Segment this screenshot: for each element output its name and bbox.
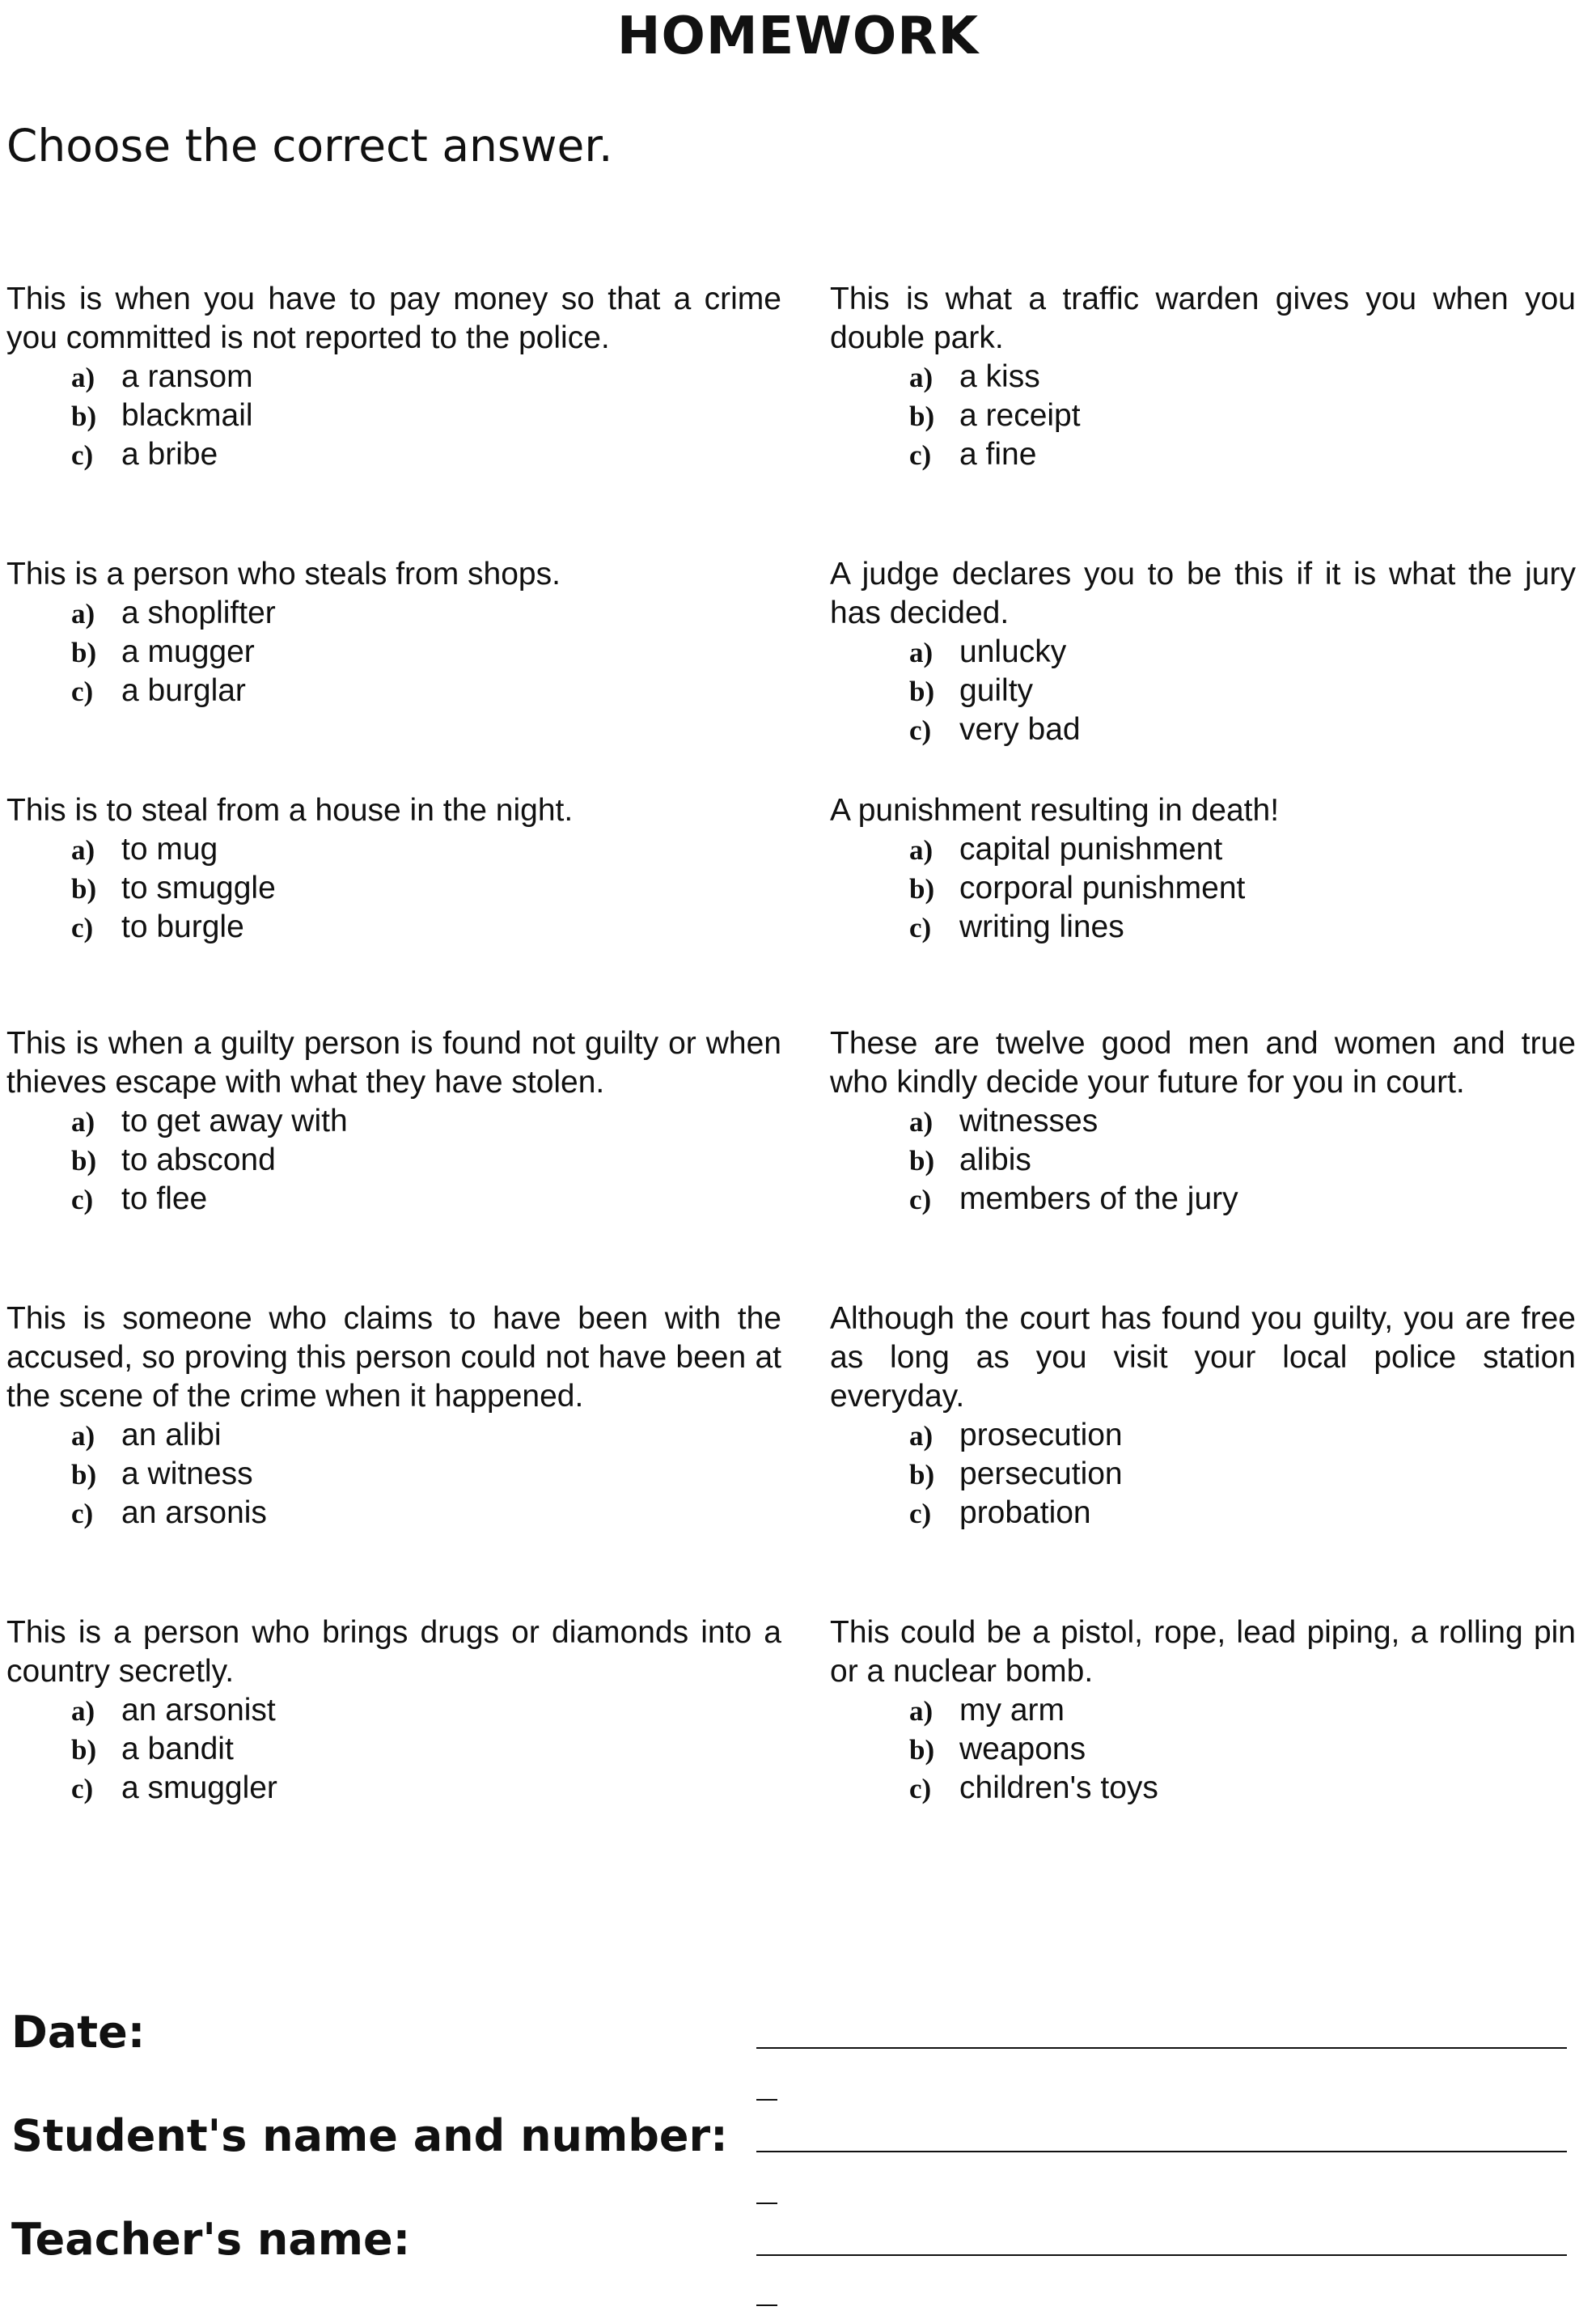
option-letter: b) <box>909 1459 935 1490</box>
option-text: capital punishment <box>959 832 1223 867</box>
option-letter: a) <box>71 598 95 630</box>
option-letter: b) <box>71 873 97 905</box>
option-text: a mugger <box>121 634 255 669</box>
option-letter: b) <box>71 1145 97 1177</box>
option-text: to mug <box>121 832 218 867</box>
option-text: unlucky <box>959 634 1067 669</box>
option-text: an arsonis <box>121 1495 267 1530</box>
answer-option-a[interactable] <box>909 1691 1576 1730</box>
option-text: a bandit <box>121 1732 234 1766</box>
answer-option-c[interactable] <box>909 1494 1576 1533</box>
option-text: blackmail <box>121 398 253 433</box>
answer-option-c[interactable] <box>71 1494 781 1533</box>
answer-option-b[interactable] <box>909 396 1576 435</box>
option-text: a burglar <box>121 673 246 708</box>
answer-option-b[interactable] <box>71 633 781 672</box>
divider <box>756 2099 777 2101</box>
option-letter: b) <box>71 401 97 432</box>
question-6 <box>830 791 1576 947</box>
answer-option-b[interactable] <box>909 869 1576 908</box>
answer-option-c[interactable] <box>909 1180 1576 1219</box>
page-title: HOMEWORK <box>616 6 980 66</box>
option-letter: a) <box>909 637 933 668</box>
option-letter: c) <box>71 912 94 943</box>
answer-option-a[interactable] <box>909 1416 1576 1455</box>
option-text: a shoplifter <box>121 596 276 630</box>
option-text: an arsonist <box>121 1693 276 1728</box>
option-letter: a) <box>71 1420 95 1452</box>
answer-option-c[interactable] <box>71 435 781 474</box>
question-prompt: Although the court has found you guilty, you are free as long as you visit your local police station everyday. <box>830 1301 1576 1414</box>
option-letter: a) <box>71 1695 95 1727</box>
answer-option-b[interactable] <box>909 1730 1576 1769</box>
option-text: children's toys <box>959 1770 1158 1805</box>
answer-option-a[interactable] <box>909 633 1576 672</box>
answer-option-a[interactable] <box>909 830 1576 869</box>
answer-option-c[interactable] <box>909 908 1576 947</box>
option-letter: a) <box>71 362 95 393</box>
option-letter: c) <box>71 1773 94 1804</box>
question-prompt: This is when a guilty person is found not guilty or when thieves escape with what they have stolen. <box>6 1026 781 1100</box>
answer-option-b[interactable] <box>71 1455 781 1494</box>
question-prompt: This is when you have to pay money so that a crime you committed is not reported to the police. <box>6 282 781 355</box>
option-letter: a) <box>909 1420 933 1452</box>
question-3 <box>6 555 781 710</box>
option-text: probation <box>959 1495 1091 1530</box>
option-text: my arm <box>959 1693 1065 1728</box>
answer-option-a[interactable] <box>71 1416 781 1455</box>
question-2 <box>830 280 1576 474</box>
date-line[interactable] <box>756 2047 1567 2049</box>
question-prompt: This is what a traffic warden gives you when you double park. <box>830 282 1576 355</box>
answer-option-b[interactable] <box>909 672 1576 710</box>
question-prompt: These are twelve good men and women and true who kindly decide your future for you in court. <box>830 1026 1576 1100</box>
instruction-text: Choose the correct answer. <box>6 120 613 172</box>
question-8 <box>830 1024 1576 1219</box>
option-letter: c) <box>909 1184 932 1215</box>
teacher-line[interactable] <box>756 2254 1567 2256</box>
option-text: a fine <box>959 437 1037 472</box>
option-letter: a) <box>71 834 95 866</box>
option-letter: b) <box>71 1459 97 1490</box>
question-9 <box>6 1300 781 1533</box>
option-text: to get away with <box>121 1104 348 1138</box>
answer-option-c[interactable] <box>909 1769 1576 1808</box>
option-text: weapons <box>959 1732 1086 1766</box>
option-letter: a) <box>909 1695 933 1727</box>
option-letter: c) <box>909 912 932 943</box>
answer-option-c[interactable] <box>71 672 781 710</box>
option-letter: b) <box>71 1734 97 1766</box>
option-letter: a) <box>909 1106 933 1138</box>
option-letter: c) <box>71 439 94 471</box>
answer-option-b[interactable] <box>909 1455 1576 1494</box>
answer-option-b[interactable] <box>909 1141 1576 1180</box>
option-text: prosecution <box>959 1418 1123 1452</box>
answer-option-a[interactable] <box>909 358 1576 396</box>
option-letter: b) <box>909 401 935 432</box>
option-text: a receipt <box>959 398 1081 433</box>
option-text: to abscond <box>121 1143 276 1177</box>
answer-option-b[interactable] <box>71 869 781 908</box>
question-prompt: This is someone who claims to have been with the accused, so proving this person could not have been at the scene of the crime when it happened. <box>6 1301 781 1414</box>
option-letter: a) <box>909 362 933 393</box>
option-text: to flee <box>121 1181 208 1216</box>
option-letter: b) <box>909 873 935 905</box>
answer-option-a[interactable] <box>71 1102 781 1141</box>
option-letter: b) <box>909 676 935 707</box>
answer-option-c[interactable] <box>71 1769 781 1808</box>
question-prompt: A punishment resulting in death! <box>830 793 1280 828</box>
answer-option-c[interactable] <box>909 710 1576 749</box>
option-text: alibis <box>959 1143 1031 1177</box>
student-line[interactable] <box>756 2151 1567 2152</box>
question-prompt: A judge declares you to be this if it is what the jury has decided. <box>830 557 1576 630</box>
option-letter: c) <box>71 1498 94 1529</box>
option-text: writing lines <box>959 909 1124 944</box>
question-prompt: This is a person who brings drugs or diamonds into a country secretly. <box>6 1615 781 1689</box>
answer-option-b[interactable] <box>71 396 781 435</box>
answer-option-b[interactable] <box>71 1730 781 1769</box>
option-letter: c) <box>909 439 932 471</box>
option-letter: b) <box>909 1734 935 1766</box>
question-7 <box>6 1024 781 1219</box>
date-label: Date: <box>11 2007 146 2058</box>
option-text: to burgle <box>121 909 244 944</box>
option-text: a ransom <box>121 359 253 394</box>
option-text: witnesses <box>959 1104 1099 1138</box>
option-text: persecution <box>959 1456 1123 1491</box>
answer-option-a[interactable] <box>71 830 781 869</box>
answer-option-c[interactable] <box>71 908 781 947</box>
answer-option-b[interactable] <box>71 1141 781 1180</box>
question-1 <box>6 280 781 474</box>
teacher-label: Teacher's name: <box>11 2214 411 2265</box>
student-label: Student's name and number: <box>11 2110 728 2161</box>
option-text: an alibi <box>121 1418 222 1452</box>
answer-option-a[interactable] <box>71 1691 781 1730</box>
answer-option-a[interactable] <box>71 358 781 396</box>
option-letter: b) <box>909 1145 935 1177</box>
option-letter: c) <box>909 1498 932 1529</box>
option-text: a kiss <box>959 359 1040 394</box>
option-text: a bribe <box>121 437 218 472</box>
option-letter: a) <box>71 1106 95 1138</box>
option-text: a smuggler <box>121 1770 277 1805</box>
option-letter: c) <box>71 676 94 707</box>
option-text: members of the jury <box>959 1181 1238 1216</box>
answer-option-a[interactable] <box>909 1102 1576 1141</box>
option-text: to smuggle <box>121 871 276 905</box>
option-letter: b) <box>71 637 97 668</box>
option-text: a witness <box>121 1456 253 1491</box>
answer-option-a[interactable] <box>71 594 781 633</box>
option-letter: c) <box>71 1184 94 1215</box>
option-text: guilty <box>959 673 1034 708</box>
option-letter: a) <box>909 834 933 866</box>
option-letter: c) <box>909 1773 932 1804</box>
question-10 <box>830 1300 1576 1533</box>
question-12 <box>830 1613 1576 1808</box>
answer-option-c[interactable] <box>909 435 1576 474</box>
option-letter: c) <box>909 714 932 746</box>
question-11 <box>6 1613 781 1808</box>
question-prompt: This is to steal from a house in the night. <box>6 793 574 828</box>
answer-option-c[interactable] <box>71 1180 781 1219</box>
divider <box>756 2304 777 2306</box>
option-text: corporal punishment <box>959 871 1246 905</box>
question-4 <box>830 555 1576 749</box>
option-text: very bad <box>959 712 1081 747</box>
question-prompt: This is a person who steals from shops. <box>6 557 561 591</box>
question-5 <box>6 791 781 947</box>
question-prompt: This could be a pistol, rope, lead piping, a rolling pin or a nuclear bomb. <box>830 1615 1576 1689</box>
divider <box>756 2203 777 2204</box>
